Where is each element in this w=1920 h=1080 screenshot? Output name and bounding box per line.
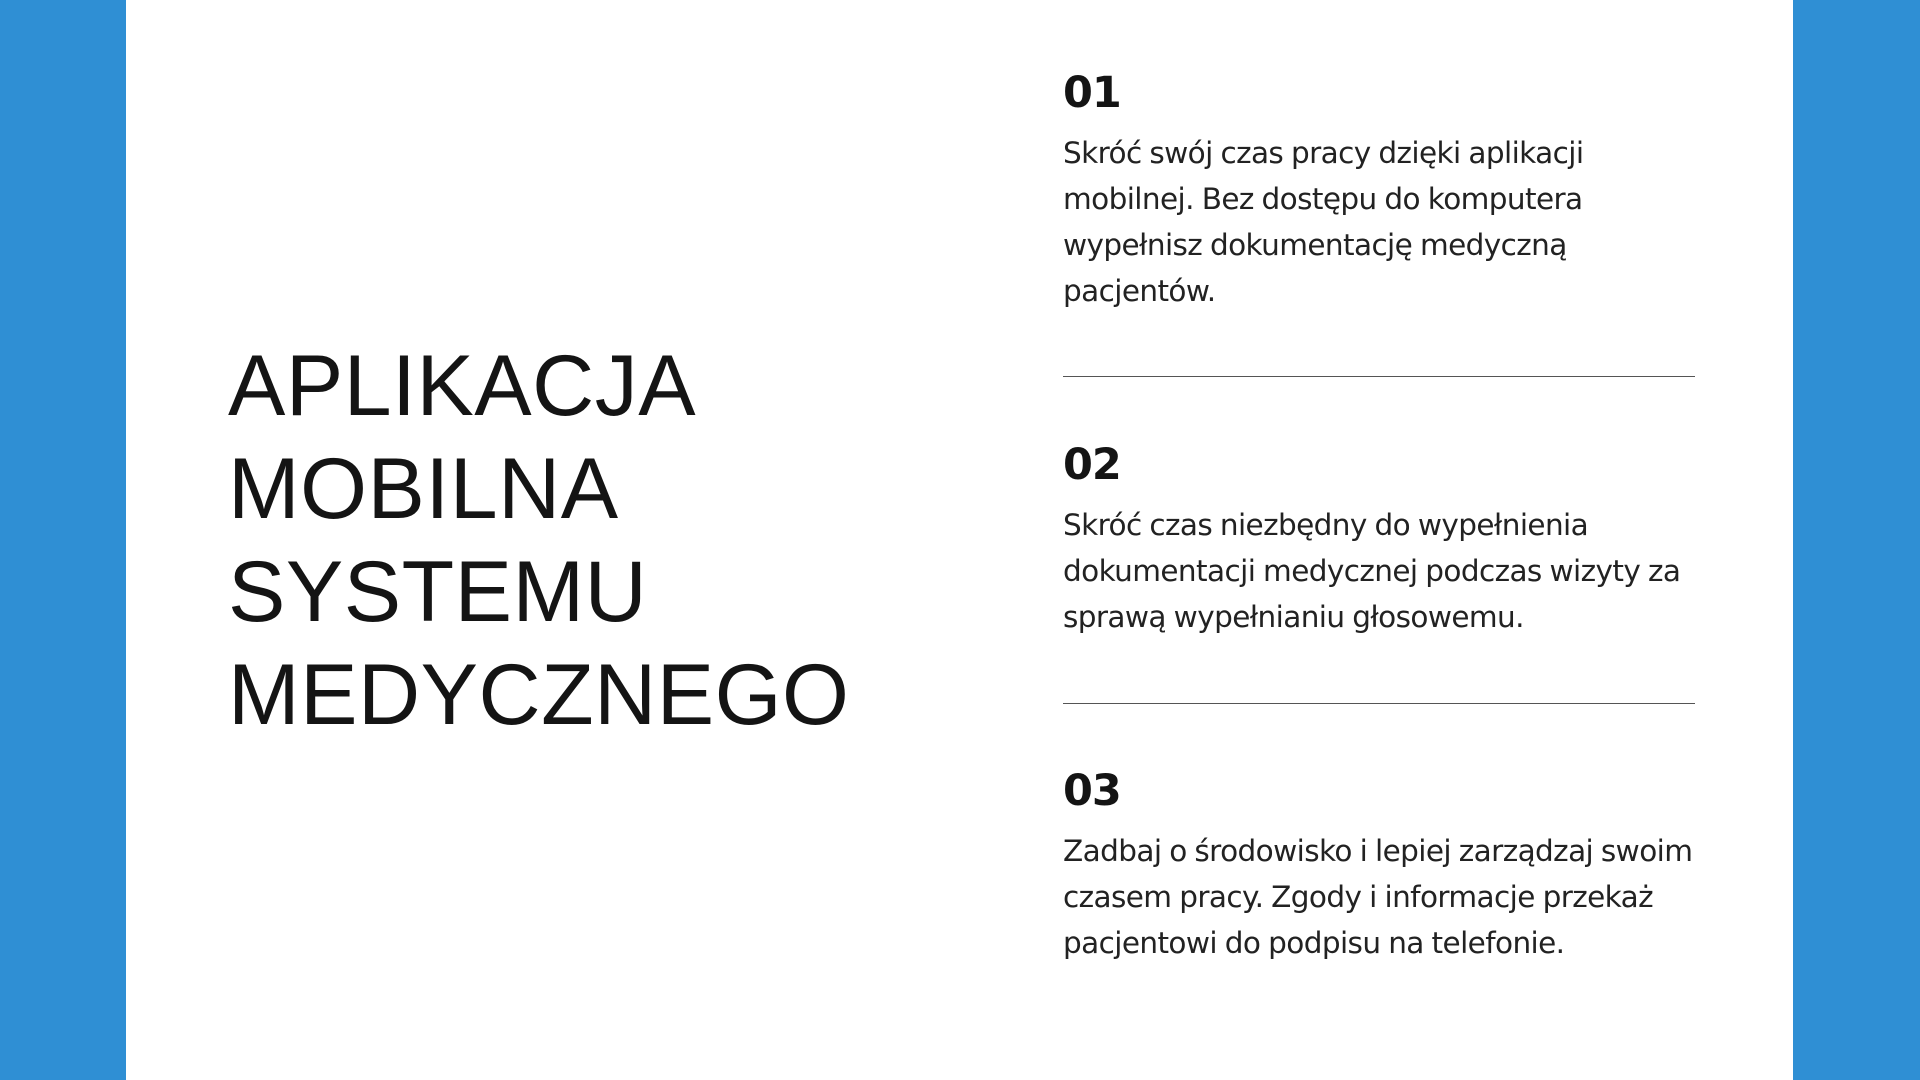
point-02 (1063, 440, 1695, 640)
divider-1 (1063, 376, 1695, 377)
title-line-1: APLIKACJA (228, 338, 697, 434)
point-text: Zadbaj o środowisko i lepiej zarządzaj swoim czasem pracy. Zgody i informacje przekaż pacjentowi do podpisu na telefonie. (1063, 834, 1693, 960)
point-01 (1063, 68, 1695, 314)
point-number: 01 (1063, 68, 1121, 118)
right-blue-bar (1793, 0, 1920, 1080)
point-text: Skróć czas niezbędny do wypełnienia dokumentacji medycznej podczas wizyty za sprawą wypełnianiu głosowemu. (1063, 508, 1681, 634)
title-line-4: MEDYCZNEGO (228, 647, 850, 743)
title-line-2: MOBILNA (228, 441, 619, 537)
slide-title (228, 335, 948, 747)
divider-2 (1063, 703, 1695, 704)
point-03 (1063, 766, 1695, 966)
point-number: 03 (1063, 766, 1121, 816)
left-blue-bar (0, 0, 126, 1080)
title-line-3: SYSTEMU (228, 544, 648, 640)
point-number: 02 (1063, 440, 1121, 490)
point-text: Skróć swój czas pracy dzięki aplikacji mobilnej. Bez dostępu do komputera wypełnisz dokumentację medyczną pacjentów. (1063, 136, 1584, 308)
